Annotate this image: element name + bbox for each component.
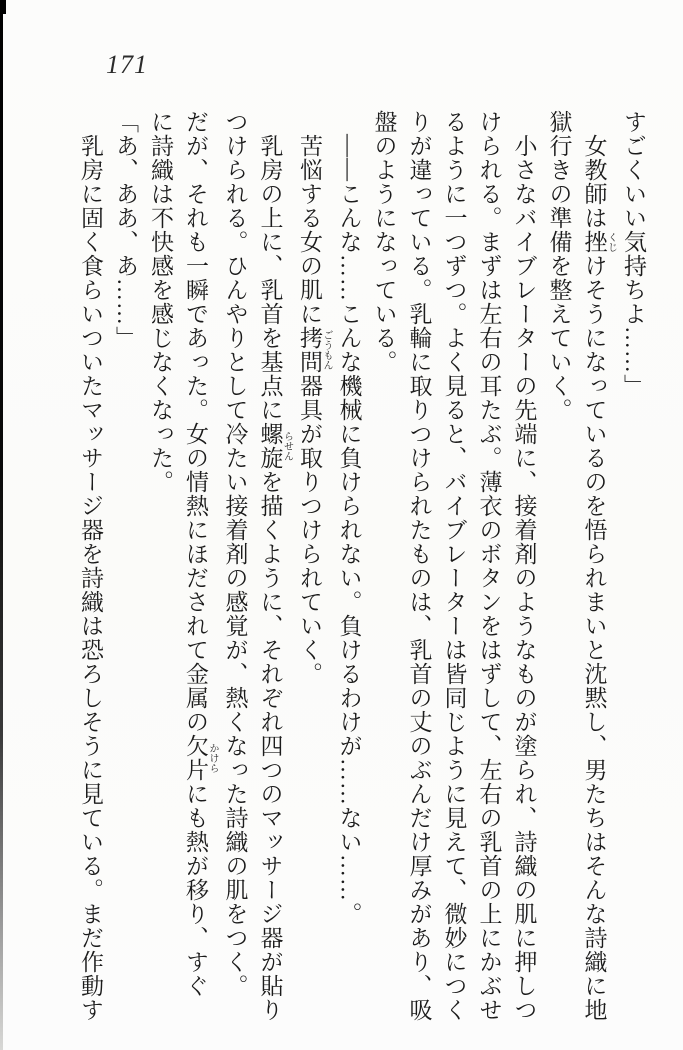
text-column: すごくいい気持ちよ……」 bbox=[621, 110, 646, 398]
body-text-vertical bbox=[73, 110, 651, 1048]
text-column: だが、それも一瞬であった。女の情熱にほだされて金属の欠片 かけらにも熱が移り、すぐ bbox=[183, 110, 218, 998]
text-column: 乳房に固く食らいついたマッサージ器を詩織は恐ろしそうに見ている。まだ作動す bbox=[78, 134, 103, 1022]
text-column: 苦悩する女の肌に拷問 ごうもん器具が取りつけられていく。 bbox=[297, 134, 332, 686]
ruby-annotated-word: 螺旋 らせん bbox=[257, 422, 293, 470]
ruby-annotated-word: 挫 くじ bbox=[581, 230, 617, 254]
scan-edge-shadow bbox=[0, 0, 3, 1050]
text-column: つけられる。ひんやりとして冷たい接着剤の感覚が、熱くなった詩織の肌をつく。 bbox=[222, 110, 248, 998]
text-column: 獄行きの準備を整えていく。 bbox=[546, 110, 572, 422]
ruby-annotated-word: 欠片 かけら bbox=[183, 734, 218, 782]
text-column: 女教師は挫 くじけそうになっているのを悟られまいと沈黙し、男たちはそんな詩織に地 bbox=[581, 134, 617, 1022]
text-column: 乳房の上に、乳首を基点に螺旋 らせんを描くように、それぞれ四つのマッサージ器が貼り bbox=[257, 134, 293, 1022]
text-column: るように一つずつ。よく見ると、バイブレーターは皆同じように見えて、微妙につく bbox=[441, 110, 467, 1022]
ruby-annotated-word: 拷問 ごうもん bbox=[297, 326, 332, 374]
text-column: けられる。まずは左右の耳たぶ。薄衣のボタンをはずして、左右の乳首の上にかぶせ bbox=[476, 110, 502, 1022]
text-column: りが違っている。乳輪に取りつけられたものは、乳首の丈のぶんだけ厚みがあり、吸 bbox=[406, 110, 432, 1022]
text-column: 「あ、ああ、あ……」 bbox=[113, 110, 138, 350]
text-column: 盤のようになっている。 bbox=[371, 110, 397, 374]
text-column: に詩織は不快感を感じなくなった。 bbox=[148, 110, 173, 494]
page-number: 171 bbox=[106, 50, 148, 79]
text-column: ――こんな……こんな機械に負けられない。負けるわけが……ない……。 bbox=[336, 134, 362, 926]
text-column: 小さなバイブレーターの先端に、接着剤のようなものが塗られ、詩織の肌に押しつ bbox=[511, 134, 537, 1022]
